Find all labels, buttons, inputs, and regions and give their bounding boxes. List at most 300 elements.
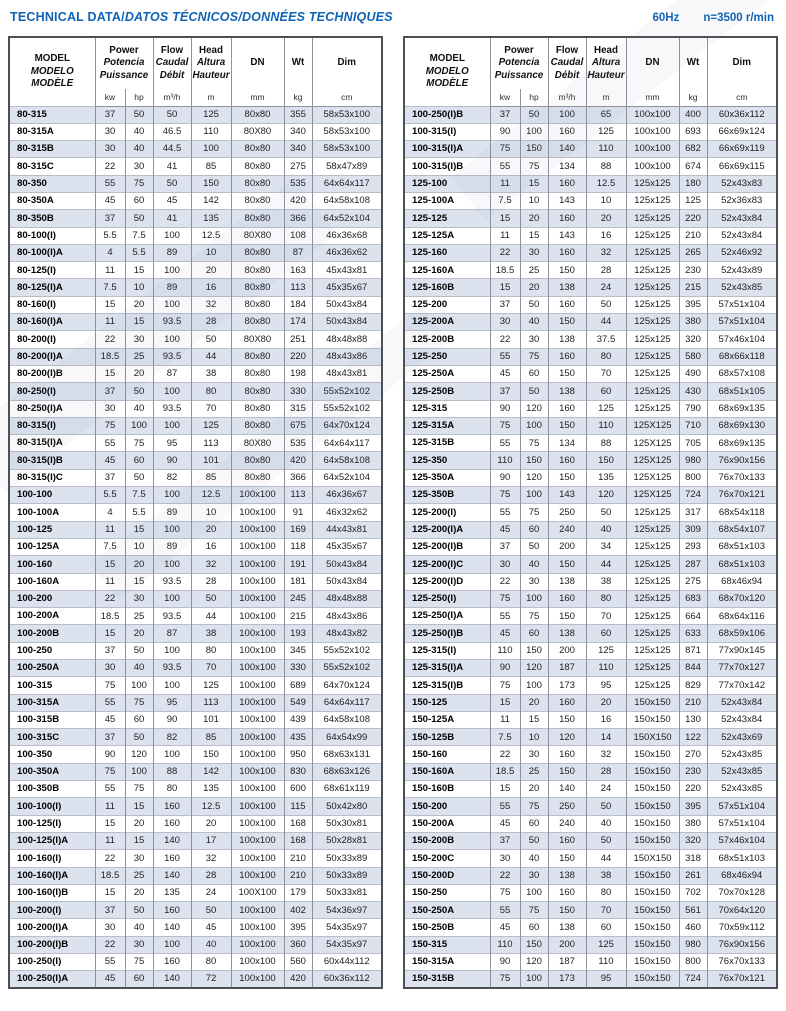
flow-cell: 140 [153,867,191,884]
head-cell: 70 [586,902,626,919]
power-hp-cell: 25 [125,867,153,884]
power-hp-cell: 120 [520,660,548,677]
power-hp-cell: 120 [520,954,548,971]
dn-cell: 150X150 [626,729,679,746]
dim-cell: 76x70x121 [707,487,777,504]
dim-cell: 68x59x106 [707,625,777,642]
power-kw-cell: 90 [490,469,520,486]
power-kw-cell: 5.5 [95,487,125,504]
table-row [404,815,777,832]
dim-cell: 58x53x100 [312,141,382,158]
wt-cell: 184 [284,296,312,313]
power-kw-cell: 15 [490,781,520,798]
flow-cell: 89 [153,279,191,296]
power-kw-cell: 45 [490,919,520,936]
spec-table-left [8,36,383,989]
flow-cell: 160 [153,902,191,919]
power-hp-cell: 75 [125,435,153,452]
model-cell: 100-160A [9,573,95,590]
model-cell: 100-200A [9,608,95,625]
dim-cell: 50x28x81 [312,832,382,849]
head-cell: 50 [191,902,231,919]
head-cell: 50 [586,504,626,521]
flow-cell: 120 [548,729,586,746]
power-kw-cell: 15 [95,884,125,901]
flow-cell: 250 [548,798,586,815]
dim-cell: 54x35x97 [312,936,382,953]
wt-cell: 293 [679,538,707,555]
power-hp-cell: 75 [520,348,548,365]
dn-cell: 80x80 [231,158,284,175]
dn-cell: 125x125 [626,331,679,348]
model-cell: 125-315(I)A [404,660,490,677]
flow-cell: 160 [548,348,586,365]
power-kw-cell: 90 [95,746,125,763]
wt-cell: 395 [284,919,312,936]
model-cell: 100-250(I)B [404,106,490,123]
model-cell: 100-250A [9,660,95,677]
power-kw-cell: 22 [490,746,520,763]
wt-cell: 674 [679,158,707,175]
power-hp-cell: 40 [520,850,548,867]
flow-cell: 41 [153,210,191,227]
wt-cell: 710 [679,417,707,434]
dn-cell: 150x150 [626,902,679,919]
head-cell: 20 [191,262,231,279]
power-hp-cell: 75 [125,954,153,971]
head-cell: 150 [191,746,231,763]
power-kw-cell: 55 [490,902,520,919]
wt-cell: 366 [284,210,312,227]
head-cell: 40 [191,936,231,953]
model-cell: 100-100(I) [9,798,95,815]
dim-cell: 57x46x104 [707,832,777,849]
wt-cell: 693 [679,123,707,140]
dn-cell: 100x100 [231,936,284,953]
head-cell: 110 [586,660,626,677]
dn-cell: 100x100 [231,625,284,642]
model-cell: 100-160 [9,556,95,573]
head-cell: 28 [191,867,231,884]
model-header-line: MODÈLE [31,77,74,89]
dn-cell: 100x100 [231,538,284,555]
flow-cell: 45 [153,192,191,209]
power-hp-cell: 120 [520,469,548,486]
power-hp-cell: 50 [520,832,548,849]
wt-cell: 130 [679,711,707,728]
head-cell: 50 [191,590,231,607]
model-cell: 80-350 [9,175,95,192]
power-kw-cell: 15 [95,556,125,573]
head-cell: 16 [586,227,626,244]
power-hp-cell: 20 [125,296,153,313]
column-header-head [586,37,626,89]
dim-cell: 45x43x81 [312,262,382,279]
unit-kw: kw [490,89,520,106]
wt-cell: 270 [679,746,707,763]
power-hp-cell: 15 [125,573,153,590]
wt-cell: 705 [679,435,707,452]
model-cell: 80-315 [9,106,95,123]
flow-cell: 160 [548,296,586,313]
dn-cell: 125x125 [626,660,679,677]
column-header-dn [231,37,284,89]
flow-cell: 100 [153,262,191,279]
model-cell: 100-125 [9,521,95,538]
dim-cell: 68x64x116 [707,608,777,625]
flow-cell: 87 [153,625,191,642]
head-cell: 28 [586,763,626,780]
power-kw-cell: 15 [490,279,520,296]
flow-cell: 100 [153,521,191,538]
power-kw-cell: 18.5 [490,763,520,780]
dn-cell: 100x100 [231,850,284,867]
power-hp-cell: 60 [520,521,548,538]
table-row [404,383,777,400]
flow-cell: 100 [153,677,191,694]
head-cell: 20 [586,694,626,711]
wt-cell: 210 [679,227,707,244]
power-kw-cell: 55 [95,954,125,971]
head-cell: 70 [586,365,626,382]
table-row [9,660,382,677]
head-cell: 44 [586,314,626,331]
model-header-line: MODÈLE [426,77,469,89]
model-cell: 125-315(I)B [404,677,490,694]
power-hp-cell: 100 [520,677,548,694]
flow-cell: 160 [548,884,586,901]
dim-header-label: Dim [732,57,751,69]
head-cell: 120 [586,487,626,504]
dn-cell: 125X125 [626,487,679,504]
model-cell: 100-200(I) [9,902,95,919]
dn-cell: 100X100 [231,884,284,901]
power-hp-cell: 100 [520,884,548,901]
model-cell: 150-160 [404,746,490,763]
power-kw-cell: 45 [490,625,520,642]
wt-cell: 560 [284,954,312,971]
dim-cell: 50x42x80 [312,798,382,815]
head-cell: 44 [191,608,231,625]
head-cell: 37.5 [586,331,626,348]
head-cell: 72 [191,971,231,988]
head-cell: 101 [191,452,231,469]
table-row [404,642,777,659]
power-hp-cell: 100 [520,487,548,504]
power-kw-cell: 75 [490,141,520,158]
column-header-power [95,37,153,89]
power-hp-cell: 30 [125,936,153,953]
table-row [404,936,777,953]
head-cell: 38 [191,625,231,642]
head-cell: 110 [586,954,626,971]
table-row [9,798,382,815]
power-kw-cell: 11 [95,314,125,331]
model-cell: 100-315C [9,729,95,746]
power-kw-cell: 110 [490,642,520,659]
dim-cell: 52x43x83 [707,175,777,192]
flow-cell: 150 [548,763,586,780]
flow-cell: 44.5 [153,141,191,158]
table-row [404,694,777,711]
power-hp-cell: 30 [520,746,548,763]
power-kw-cell: 110 [490,452,520,469]
head-cell: 101 [191,711,231,728]
table-row [9,642,382,659]
power-hp-cell: 20 [520,210,548,227]
flow-cell: 93.5 [153,573,191,590]
dn-cell: 100x100 [231,711,284,728]
head-header-line: Altura [196,57,226,69]
power-kw-cell: 11 [95,573,125,590]
flow-cell: 46.5 [153,123,191,140]
wt-cell: 600 [284,781,312,798]
head-cell: 28 [586,262,626,279]
head-cell: 17 [191,832,231,849]
flow-cell: 88 [153,763,191,780]
flow-cell: 100 [153,556,191,573]
dim-cell: 50x43x84 [312,314,382,331]
wt-cell: 490 [679,365,707,382]
head-cell: 16 [191,538,231,555]
head-cell: 40 [586,815,626,832]
model-cell: 150-160B [404,781,490,798]
flow-cell: 100 [153,642,191,659]
model-cell: 100-250(I)A [9,971,95,988]
head-cell: 20 [586,210,626,227]
wt-cell: 122 [679,729,707,746]
dn-cell: 125X125 [626,452,679,469]
model-cell: 150-200A [404,815,490,832]
dn-cell: 100x100 [231,642,284,659]
dn-header-label: DN [250,57,265,69]
model-cell: 150-315A [404,954,490,971]
model-cell: 100-125A [9,538,95,555]
model-cell: 125-350 [404,452,490,469]
head-cell: 135 [191,210,231,227]
power-hp-cell: 100 [520,590,548,607]
power-hp-cell: 25 [520,262,548,279]
flow-cell: 160 [548,244,586,261]
flow-cell: 150 [548,262,586,279]
power-hp-cell: 60 [520,365,548,382]
power-kw-cell: 37 [490,832,520,849]
wt-cell: 420 [284,192,312,209]
table-row [404,365,777,382]
table-row [404,435,777,452]
dim-cell: 48x48x88 [312,590,382,607]
wt-cell: 689 [284,677,312,694]
model-cell: 80-100(I)A [9,244,95,261]
dim-cell: 52x36x83 [707,192,777,209]
power-header-line: Potencia [498,57,540,69]
dn-cell: 100x100 [231,504,284,521]
table-row [9,746,382,763]
wt-cell: 251 [284,331,312,348]
power-hp-cell: 15 [125,832,153,849]
head-header-line: Hauteur [587,69,625,81]
model-cell: 125-315B [404,435,490,452]
dim-cell: 68x69x130 [707,417,777,434]
model-cell: 100-350B [9,781,95,798]
head-cell: 125 [586,936,626,953]
wt-cell: 115 [284,798,312,815]
dim-cell: 64x58x108 [312,192,382,209]
table-row [9,296,382,313]
power-kw-cell: 37 [95,469,125,486]
flow-cell: 150 [548,469,586,486]
model-cell: 100-315B [9,711,95,728]
model-cell: 80-200(I) [9,331,95,348]
power-kw-cell: 90 [490,123,520,140]
power-hp-cell: 15 [520,711,548,728]
power-hp-cell: 50 [520,538,548,555]
dn-cell: 150x150 [626,763,679,780]
dim-cell: 45x35x67 [312,279,382,296]
power-hp-cell: 20 [125,815,153,832]
model-cell: 100-250 [9,642,95,659]
dim-cell: 57x51x104 [707,798,777,815]
power-kw-cell: 37 [95,729,125,746]
dim-cell: 64x52x104 [312,469,382,486]
power-kw-cell: 11 [95,798,125,815]
power-hp-cell: 30 [520,331,548,348]
wt-header-label: Wt [291,57,305,69]
model-cell: 80-100(I) [9,227,95,244]
power-kw-cell: 55 [95,435,125,452]
wt-cell: 790 [679,400,707,417]
flow-cell: 138 [548,279,586,296]
dn-cell: 125x125 [626,262,679,279]
power-kw-cell: 37 [95,210,125,227]
head-cell: 113 [191,694,231,711]
model-cell: 125-250 [404,348,490,365]
dn-cell: 125x125 [626,590,679,607]
head-cell: 80 [191,954,231,971]
wt-cell: 309 [679,521,707,538]
power-kw-cell: 22 [95,590,125,607]
table-row [404,781,777,798]
head-cell: 125 [191,106,231,123]
power-kw-cell: 4 [95,244,125,261]
wt-cell: 402 [284,902,312,919]
table-row [404,227,777,244]
dim-cell: 46x36x67 [312,487,382,504]
head-cell: 40 [586,521,626,538]
power-kw-cell: 22 [95,331,125,348]
head-cell: 70 [191,660,231,677]
dn-cell: 150x150 [626,832,679,849]
power-kw-cell: 7.5 [95,538,125,555]
dn-cell: 150x150 [626,815,679,832]
table-row [9,971,382,988]
table-row [404,625,777,642]
dn-cell: 125x125 [626,608,679,625]
dim-cell: 52x43x84 [707,711,777,728]
power-kw-cell: 7.5 [95,279,125,296]
flow-cell: 173 [548,971,586,988]
power-hp-cell: 75 [520,504,548,521]
dn-cell: 80x80 [231,417,284,434]
wt-cell: 420 [284,452,312,469]
table-row [9,192,382,209]
power-header-line: Puissance [99,69,149,81]
flow-cell: 100 [153,296,191,313]
power-hp-cell: 40 [125,400,153,417]
unit-wt: kg [679,89,707,106]
flow-header-line: Caudal [550,57,584,69]
flow-cell: 93.5 [153,660,191,677]
wt-cell: 355 [284,106,312,123]
head-cell: 50 [586,832,626,849]
dn-cell: 150x150 [626,919,679,936]
wt-cell: 220 [284,348,312,365]
flow-cell: 100 [548,106,586,123]
head-cell: 95 [586,971,626,988]
model-cell: 80-125(I) [9,262,95,279]
power-kw-cell: 55 [95,175,125,192]
head-cell: 10 [191,244,231,261]
dn-cell: 125x125 [626,625,679,642]
model-cell: 125-315A [404,417,490,434]
head-cell: 88 [586,435,626,452]
flow-cell: 160 [548,590,586,607]
power-hp-cell: 5.5 [125,504,153,521]
dim-cell: 52x43x85 [707,781,777,798]
flow-cell: 93.5 [153,608,191,625]
power-hp-cell: 75 [520,608,548,625]
flow-cell: 200 [548,936,586,953]
flow-cell: 160 [153,954,191,971]
table-row [404,244,777,261]
power-hp-cell: 60 [520,919,548,936]
power-hp-cell: 75 [520,435,548,452]
dim-cell: 66x69x124 [707,123,777,140]
table-row [9,262,382,279]
dn-cell: 80x80 [231,383,284,400]
flow-cell: 160 [548,832,586,849]
head-cell: 125 [586,123,626,140]
model-header-line: MODELO [425,65,469,77]
dn-cell: 80x80 [231,279,284,296]
dim-cell: 64x58x108 [312,452,382,469]
flow-cell: 187 [548,660,586,677]
dim-cell: 52x43x89 [707,262,777,279]
wt-cell: 871 [679,642,707,659]
dim-cell: 76x70x121 [707,971,777,988]
wt-cell: 320 [679,331,707,348]
model-header-line: MODELO [30,65,74,77]
flow-cell: 50 [153,175,191,192]
model-cell: 125-125 [404,210,490,227]
power-kw-cell: 15 [490,210,520,227]
wt-cell: 980 [679,452,707,469]
wt-cell: 682 [679,141,707,158]
dn-cell: 100x100 [231,763,284,780]
head-cell: 142 [191,192,231,209]
head-cell: 80 [586,348,626,365]
power-hp-cell: 40 [125,141,153,158]
table-row [9,417,382,434]
table-row [404,296,777,313]
dn-cell: 100x100 [626,158,679,175]
dim-cell: 76x70x133 [707,954,777,971]
dn-cell: 80x80 [231,469,284,486]
power-hp-cell: 60 [125,452,153,469]
dim-cell: 64x64x117 [312,435,382,452]
power-kw-cell: 55 [490,435,520,452]
wt-cell: 330 [284,383,312,400]
